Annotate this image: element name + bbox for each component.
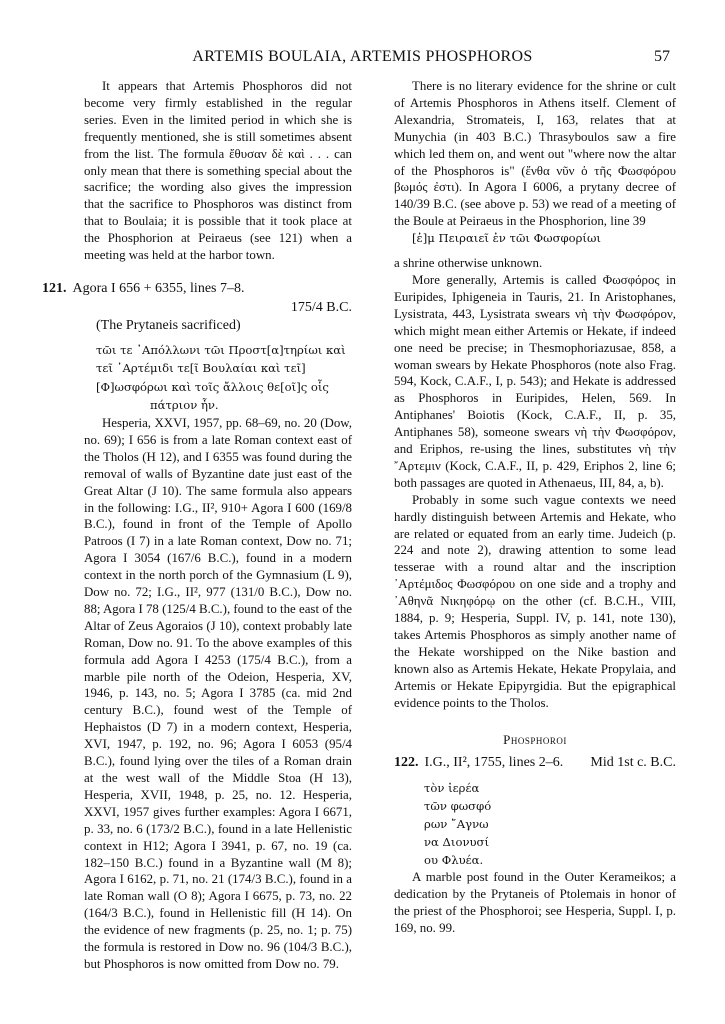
literary-evidence-paragraph: There is no literary evidence for the shrine or cult of Artemis Phosphoros in Athens itself. Clement of Alexandria, Stromateis, I, 163, relates that at Munychia (in 403 B.C.) Thrasyboulos saw a fire which led them on, and went out "where now the altar of the Phosphoros is" (ἔνθα νῦν ὁ τῆς Φωσφόρου βωμός ἐστι). In Agora I 6006, a prytany decree of 140/39 B.C. (see above p. 53) we read of a meeting of the Boule at Peiraeus in the Phosphorion, line 39 — [394, 79, 676, 229]
entry-122-commentary: A marble post found in the Outer Kerameikos; a dedication by the Prytaneis of Ptolemais in honor of the priest of the Phosphoroi; see Hesperia, Suppl. I, p. 169, no. 99. — [394, 870, 676, 936]
shrine-note: a shrine otherwise unknown. — [394, 256, 543, 271]
inscription-line: τῶι τε ᾿Απόλλωνι τῶι Προστ[α]τηρίωι καὶ τεῖ ᾿Αρτέμιδι τε[ῖ Βουλαίαι καὶ τεῖ] — [96, 342, 346, 376]
entry-121-number: 121. — [42, 280, 67, 296]
entry-122-number: 122. — [394, 755, 419, 771]
inscription-line: τὸν ἱερέα — [424, 781, 480, 796]
entry-121-heading — [42, 280, 352, 297]
inscription-line: να Διονυσί — [424, 835, 490, 850]
entry-122-heading — [394, 754, 676, 771]
hekate-paragraph: Probably in some such vague contexts we need hardly distinguish between Artemis and Hekate, who are related or equated from an early time. Judeich (p. 224 and note 2), drawing attention to some lead tesserae with a round altar and the inscription ᾿Αρτέμιδος Φωσφόρου on one side and a trophy and ᾿Αθηνᾶ Νικηφόρῳ on the other (cf. B.C.H., VIII, 1884, p. 9; Hesperia, Suppl. IV, p. 141, note 130), takes Artemis Phosphoros as simply another name of the Hekate worshipped on the Nike bastion and known also as Artemis Hekate, Hekate Propylaia, and Artemis or Hekate Epipyrgidia. But the epigraphical evidence points to the Tholos. — [394, 492, 676, 710]
entry-121-commentary: Hesperia, XXVI, 1957, pp. 68–69, no. 20 (Dow, no. 69); I 656 is from a late Roman context east of the Tholos (H 12), and I 6355 was found during the removal of walls of Byzantine date just east of the Great Altar (J 10). The same formula also appears in the following: I.G., II², 910+ Agora I 600 (169/8 B.C.), found in front of the Temple of Apollo Patroos (I 7) in a late Roman context, Dow no. 71; Agora I 3054 (167/6 B.C.), found in a modern context in the north porch of the Gymnasium (L 9), Dow no. 72; I.G., II², 977 (131/0 B.C.), Dow no. 88; Agora I 78 (125/4 B.C.), found to the east of the Altar of Zeus Agoraios (J 10), context probably late Roman, Dow no. 91. To the above examples of this formula add Agora I 4253 (175/4 B.C.), from a marble pile north of the Odeion, Hesperia, XV, 1946, p. 143, no. 5; Agora I 3785 (ca. mid 2nd century B.C.), found west of the Temple of Hephaistos (D 7) in a modern context, Hesperia, XVI, 1947, p. 192, no. 96; Agora I 6053 (95/4 B.C.), found lying over the tiles of a Roman drain at the west wall of the Middle Stoa (H 13), Hesperia, XVII, 1948, p. 25, no. 12. Hesperia, XXVI, 1957 gives further examples: Agora I 6671, p. 33, no. 6 (173/2 B.C.), found in a late Hellenistic context in H12; Agora I 3941, p. 67, no. 19 (ca. 182–150 B.C.) found in a Byzantine wall (M 8); Agora I 6162, p. 71, no. 21 (174/3 B.C.), found in a late Roman wall (O 8); Agora I 6675, p. 73, no. 22 (164/3 B.C.), found in Hellenistic fill (H 14). On the evidence of new fragments (p. 25, no. 1; p. 75) the formula is restored in Dow no. 96 (104/3 B.C.), but Phosphoros is now omitted from Dow no. 79. — [84, 415, 352, 971]
phosphorion-quote: [ἐ]μ Πειραιεῖ ἐν τῶι Φωσφορίωι — [412, 231, 601, 246]
entry-121-date: 175/4 B.C. — [290, 299, 352, 315]
inscription-line: πάτριον ἦν. — [150, 398, 219, 413]
left-column — [42, 78, 352, 973]
entry-121-inscription — [42, 341, 352, 415]
entry-122-title: I.G., II², 1755, lines 2–6. — [424, 755, 564, 771]
entry-121-label: (The Prytaneis sacrificed) — [96, 317, 241, 333]
inscription-line: ρων ῎Αγνω — [424, 817, 489, 832]
inscription-line: ου Φλυέα. — [424, 853, 484, 868]
entry-121-title: Agora I 656 + 6355, lines 7–8. — [72, 280, 245, 296]
right-column — [394, 78, 676, 937]
euripides-paragraph: More generally, Artemis is called Φωσφόρος in Euripides, Iphigeneia in Tauris, 21. In Aristophanes, Lysistrata, 443, Lysistrata swears νὴ τὴν Φωσφόρον, which might mean either Artemis or Hekate, if indeed one need be precise; in Thesmophoriazusae, 858, a woman swears by Hekate Phosphoros (note also Frag. 594, Kock, C.A.F., I, p. 543); and Hekate is addressed as Phosphoros in Euripides, Helen, 569. In Antiphanes' Boiotis (Kock, C.A.F., II, p. 35, Antiphanes 58), someone swears νὴ τὴν Φωσφόρον, and Eriphos, re-using the lines, substitutes νὴ τὴν ῎Αρτεμιν (Kock, C.A.F., II, p. 429, Eriphos 2, line 6; both passages are quoted in Athenaeus, III, 84, a, b). — [394, 272, 676, 490]
inscription-line: τῶν φωσφό — [424, 799, 492, 814]
running-title: ARTEMIS BOULAIA, ARTEMIS PHOSPHOROS — [192, 48, 533, 65]
intro-paragraph: It appears that Artemis Phosphoros did not become very firmly established in the regular series. Even in the limited period in which she is frequently mentioned, she is still sometimes absent from the list. The formula ἔθυσαν δὲ καὶ . . . can only mean that there is something special about the sacrifice; the wording also gives the impression that the sacrifice to Phosphoros was distinct from that to Boulaia; it is possible that it took place at the Phosphorion at Peiraeus (see 121) when a meeting was held at the harbor town. — [84, 79, 352, 263]
page-number: 57 — [654, 48, 670, 65]
entry-122-inscription — [394, 779, 676, 869]
inscription-line: [Φ]ωσφόρωι καὶ τοῖς ἄλλοις θε[οῖ]ς οἷς — [96, 379, 329, 394]
entry-122-date: Mid 1st c. B.C. — [590, 755, 676, 771]
running-header — [0, 48, 725, 70]
section-heading-phosphoroi: Phosphoroi — [503, 731, 567, 747]
